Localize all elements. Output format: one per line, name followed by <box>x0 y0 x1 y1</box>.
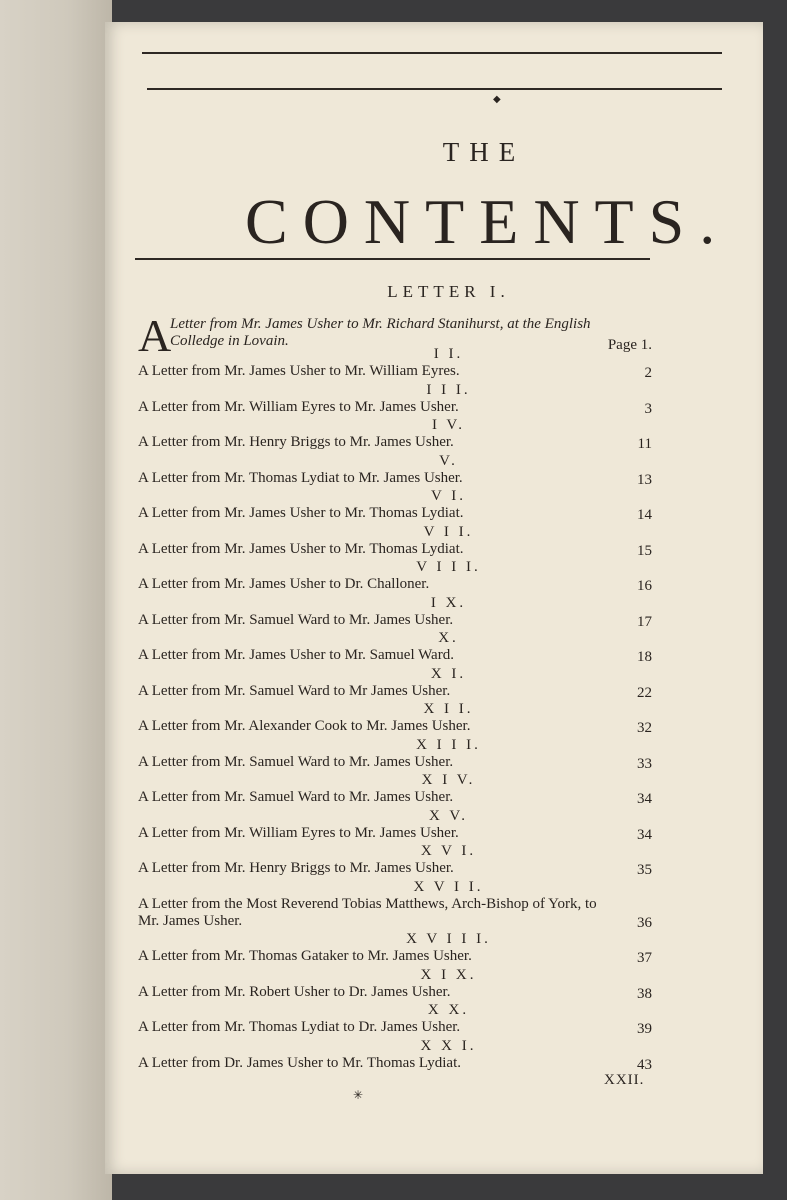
entry-page-number: 33 <box>637 755 652 772</box>
bottom-asterisk-mark: ✳ <box>353 1088 364 1102</box>
title-the: THE <box>442 137 526 167</box>
entry-page-number: 3 <box>644 400 652 417</box>
entry-numeral: I V. <box>431 417 466 433</box>
entry-numeral: I I. <box>433 346 464 362</box>
first-entry-page: Page 1. <box>607 337 652 353</box>
section-title: LETTER I. <box>387 282 510 301</box>
first-entry-line2: Colledge in Lovain. <box>170 333 289 349</box>
entry-page-number: 11 <box>637 436 652 452</box>
entry-text: A Letter from Mr. Thomas Lydiat to Dr. James Usher. <box>138 1019 461 1035</box>
top-double-rule <box>142 52 722 54</box>
entry-text: A Letter from Mr. Thomas Lydiat to Mr. James Usher. <box>138 469 463 486</box>
entry-text: A Letter from Mr. Henry Briggs to Mr. James Usher. <box>138 860 454 876</box>
entry-numeral: X I I. <box>423 701 474 717</box>
entry-text-continued: Mr. James Usher. <box>138 912 243 929</box>
entry-page-number: 35 <box>637 862 652 878</box>
entry-numeral: X V I I. <box>413 878 484 895</box>
entry-text: A Letter from Mr. Samuel Ward to Mr. James Usher. <box>138 753 454 770</box>
entry-text: A Letter from the Most Reverend Tobias Matthews, Arch-Bishop of York, to <box>138 895 597 912</box>
entry-numeral: X X I. <box>420 1037 477 1054</box>
entry-numeral: X V I. <box>420 843 477 859</box>
entry-text: A Letter from Mr. Samuel Ward to Mr James Usher. <box>138 682 451 699</box>
entry-text: A Letter from Mr. Robert Usher to Dr. James Usher. <box>138 983 451 1000</box>
entry-numeral: V I I. <box>423 523 474 540</box>
entry-text: A Letter from Mr. Samuel Ward to Mr. James Usher. <box>138 611 454 628</box>
entry-page-number: 17 <box>637 613 652 630</box>
entry-numeral: I I I. <box>426 381 471 398</box>
entry-page-number: 36 <box>637 914 652 931</box>
entry-numeral: X. <box>438 630 459 646</box>
entry-numeral: X I. <box>430 665 467 682</box>
top-rule-lower <box>147 88 722 90</box>
entry-text: A Letter from Mr. James Usher to Mr. Samuel Ward. <box>138 647 454 663</box>
entry-text: A Letter from Mr. William Eyres to Mr. James Usher. <box>138 398 459 415</box>
entry-numeral: I X. <box>430 594 467 611</box>
entry-page-number: 34 <box>637 791 652 807</box>
title-contents: CONTENTS. <box>245 186 731 257</box>
entry-text: A Letter from Mr. Alexander Cook to Mr. James Usher. <box>138 718 471 734</box>
entry-page-number: 13 <box>637 471 652 488</box>
entry-numeral: X I I I. <box>416 736 481 753</box>
title-underline-rule <box>135 258 650 260</box>
entry-text: A Letter from Mr. James Usher to Mr. Thomas Lydiat. <box>138 505 464 521</box>
entry-page-number: 37 <box>637 950 652 966</box>
entry-text: A Letter from Mr. James Usher to Mr. Thomas Lydiat. <box>138 540 464 557</box>
entry-numeral: X I V. <box>421 772 476 788</box>
entry-numeral: X I X. <box>420 966 477 983</box>
entry-page-number: 15 <box>637 542 652 559</box>
drop-cap: A <box>138 310 172 361</box>
entry-page-number: 22 <box>637 684 652 701</box>
entry-numeral: V I I I. <box>416 559 481 575</box>
entry-page-number: 14 <box>637 507 652 523</box>
entry-page-number: 32 <box>637 720 652 736</box>
entry-page-number: 43 <box>637 1056 652 1073</box>
entry-text: A Letter from Mr. James Usher to Dr. Challoner. <box>138 576 430 592</box>
entry-text: A Letter from Mr. Henry Briggs to Mr. James Usher. <box>138 434 454 450</box>
entry-page-number: 2 <box>644 365 652 381</box>
entry-text: A Letter from Mr. James Usher to Mr. William Eyres. <box>138 363 460 379</box>
catchword: XXII. <box>604 1072 645 1088</box>
entry-numeral: X V. <box>429 807 468 824</box>
entry-page-number: 34 <box>637 826 652 843</box>
entry-page-number: 16 <box>637 578 652 594</box>
entry-numeral: X X. <box>427 1002 470 1018</box>
entry-text: A Letter from Mr. Samuel Ward to Mr. James Usher. <box>138 789 454 805</box>
entry-page-number: 39 <box>637 1021 652 1037</box>
entry-text: A Letter from Mr. Thomas Gataker to Mr. James Usher. <box>138 948 472 964</box>
entry-text: A Letter from Dr. James Usher to Mr. Thomas Lydiat. <box>138 1054 462 1071</box>
entry-numeral: X V I I I. <box>406 931 491 947</box>
entry-text: A Letter from Mr. William Eyres to Mr. James Usher. <box>138 824 459 841</box>
entry-numeral: V. <box>439 452 458 469</box>
entry-numeral: V I. <box>430 488 467 504</box>
first-entry-line1: Letter from Mr. James Usher to Mr. Richard Stanihurst, at the English <box>170 316 591 332</box>
entry-page-number: 38 <box>637 985 652 1002</box>
entry-page-number: 18 <box>637 649 652 665</box>
printers-ornament: ◆ <box>493 94 501 105</box>
